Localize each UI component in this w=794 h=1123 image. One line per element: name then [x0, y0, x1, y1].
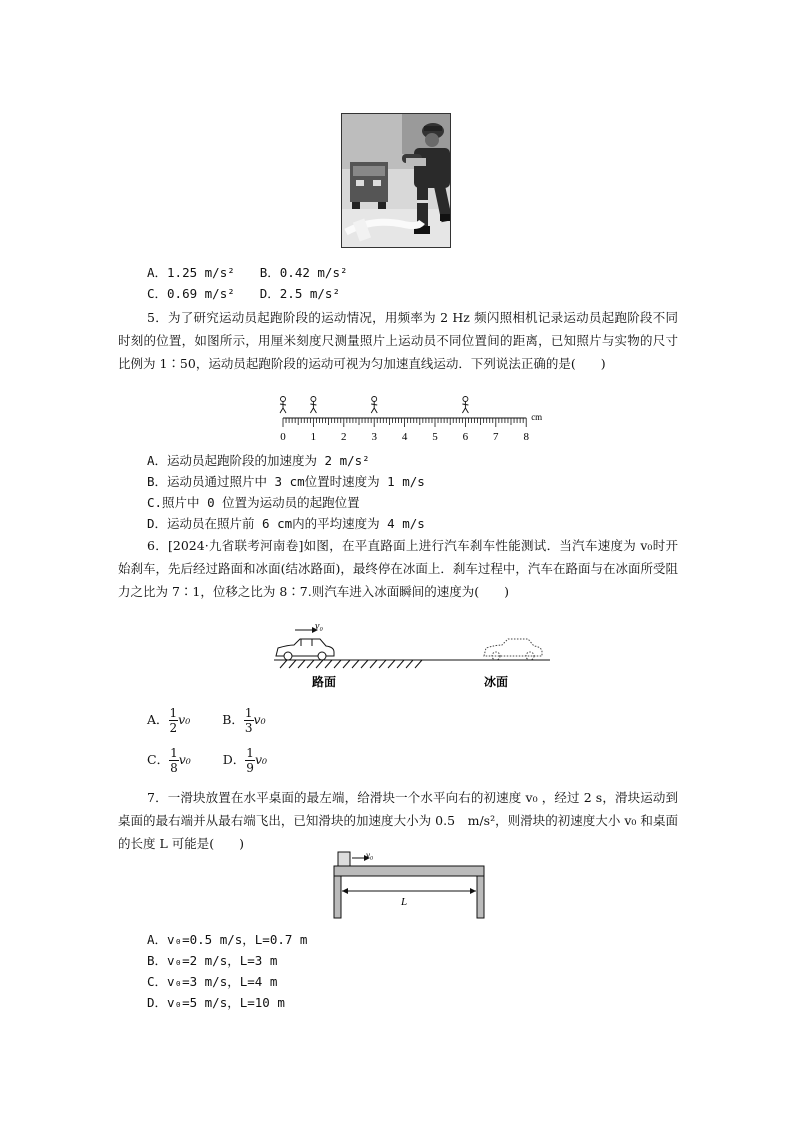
runner-figure [462, 397, 468, 414]
denominator: 3 [244, 721, 253, 735]
hatch-mark [388, 660, 395, 668]
q6-option-c [147, 746, 195, 775]
variable: v₀ [254, 752, 268, 767]
option-letter: C． [147, 752, 170, 767]
hatch-mark [343, 660, 350, 668]
hatch-mark [361, 660, 368, 668]
q5-option-a: A．运动员起跑阶段的加速度为 2 m/s² [147, 453, 370, 468]
q7-option-b: B．v₀=2 m/s，L=3 m [147, 953, 278, 968]
q4-options-row1: A．1.25 m/s² B．0.42 m/s² [147, 265, 348, 280]
table-leg-right [477, 876, 484, 918]
option-letter: B． [222, 712, 244, 727]
hatch-mark [316, 660, 323, 668]
numerator: 1 [244, 706, 253, 720]
denominator: 9 [246, 761, 254, 775]
hatch-mark [352, 660, 359, 668]
ruler-tick-label: 3 [371, 431, 377, 443]
fraction [169, 706, 179, 735]
numerator: 1 [169, 706, 178, 720]
v0-label: v₀ [315, 621, 323, 632]
numerator: 1 [246, 746, 254, 760]
table-slider-diagram [330, 848, 490, 920]
q4-options-row2: C．0.69 m/s² D．2.5 m/s² [147, 286, 340, 301]
hatch-mark [280, 660, 287, 668]
slider-block [338, 852, 350, 866]
denominator: 2 [169, 721, 178, 735]
hatch-mark [379, 660, 386, 668]
q5-option-b: B．运动员通过照片中 3 cm位置时速度为 1 m/s [147, 474, 425, 489]
variable: v₀ [253, 712, 266, 727]
ruler-tick-label: 0 [280, 431, 286, 443]
car-on-ice [484, 639, 542, 660]
v0-label: v₀ [366, 850, 374, 860]
hatch-mark [397, 660, 404, 668]
option-letter: A． [147, 712, 169, 727]
denominator: 8 [170, 761, 178, 775]
table-leg-left [334, 876, 341, 918]
car-braking-diagram [268, 618, 558, 694]
ruler-unit-label: cm [531, 412, 543, 422]
ruler-tick-label: 1 [310, 431, 317, 443]
hatch-mark [289, 660, 296, 668]
ruler-tick-label: 8 [523, 431, 529, 443]
ruler-tick-label: 5 [432, 431, 438, 443]
numerator: 1 [170, 746, 178, 760]
ice-label: 冰面 [483, 675, 509, 689]
hatch-mark [415, 660, 422, 668]
length-label: L [401, 896, 408, 908]
q5-option-c: C.照片中 0 位置为运动员的起跑位置 [147, 495, 360, 510]
runner-figure [280, 397, 286, 414]
q7-option-a: A．v₀=0.5 m/s，L=0.7 m [147, 932, 308, 947]
car-on-road [276, 639, 334, 660]
hatch-mark [307, 660, 314, 668]
ruler-tick-label: 2 [341, 431, 347, 443]
option-letter: D． [222, 752, 246, 767]
fraction [244, 706, 254, 735]
variable: v₀ [178, 752, 191, 767]
q7-option-c: C．v₀=3 m/s，L=4 m [147, 974, 278, 989]
q5-stem: 5．为了研究运动员起跑阶段的运动情况，用频率为 2 Hz 频闪照相机记录运动员起跑阶段不同时刻的位置，如图所示，用厘米刻度尺测量照片上运动员不同位置间的距离，已知照片与实物的尺寸比例为 1∶50，运动员起跑阶段的运动可视为匀加速直线运动．下列说法正确的是( ) [118, 310, 678, 371]
ruler-tick-label: 7 [493, 431, 499, 443]
q6-option-a [147, 706, 194, 735]
q7-option-d: D．v₀=5 m/s，L=10 m [147, 995, 285, 1010]
hatch-mark [406, 660, 413, 668]
variable: v₀ [178, 712, 191, 727]
q5-option-d: D．运动员在照片前 6 cm内的平均速度为 4 m/s [147, 516, 425, 531]
hatch-mark [334, 660, 341, 668]
ruler-diagram [268, 396, 548, 444]
hatch-mark [370, 660, 377, 668]
table-top [334, 866, 484, 876]
q6-option-d [222, 746, 268, 775]
road-label: 路面 [311, 675, 337, 689]
q6-option-b [222, 706, 266, 735]
q6-stem: 6．[2024·九省联考河南卷]如图，在平直路面上进行汽车刹车性能测试．当汽车速度为 v₀时开始刹车，先后经过路面和冰面(结冰路面)，最终停在冰面上．刹车过程中，汽车在路面与在冰面所受阻力之比为 7∶1，位移之比为 8∶7.则汽车进入冰面瞬间的速度为( ) [118, 538, 678, 599]
runner-figure [310, 397, 316, 414]
q6-options-row1 [147, 706, 266, 735]
q6-options-row2 [147, 746, 267, 775]
fraction [169, 746, 179, 775]
ruler-tick-label: 4 [401, 431, 408, 443]
hatch-mark [325, 660, 332, 668]
firefighter-photo [341, 113, 451, 248]
runner-figure [371, 397, 377, 414]
q7-stem: 7．一滑块放置在水平桌面的最左端，给滑块一个水平向右的初速度 v₀ ，经过 2 s，滑块运动到桌面的最右端并从最右端飞出，已知滑块的加速度大小为 0.5 m/s²，则滑块的初速度大小 v₀ 和桌面的长度 L 可能是( ) [118, 790, 678, 851]
hatch-mark [298, 660, 305, 668]
fraction [245, 746, 255, 775]
ruler-tick-label: 6 [462, 431, 469, 443]
